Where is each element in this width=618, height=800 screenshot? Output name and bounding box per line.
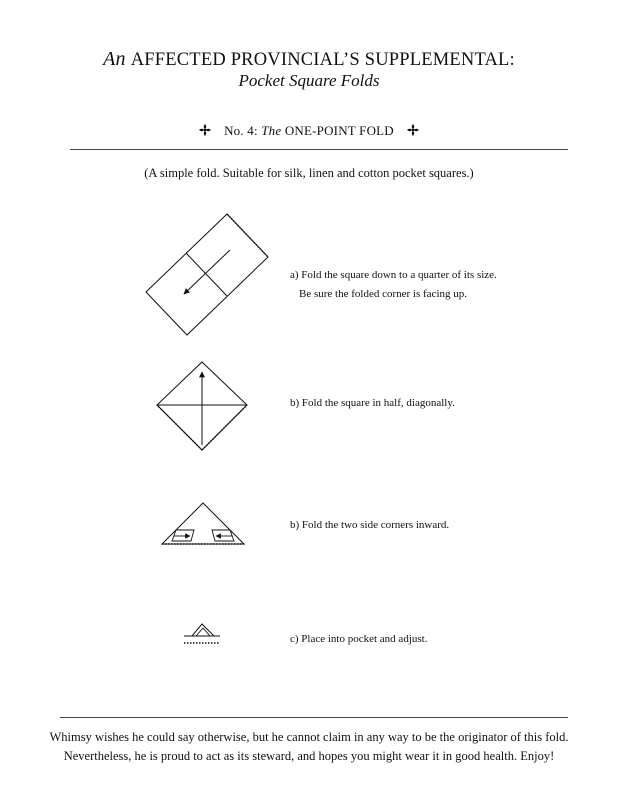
- fold-the-word: The: [261, 123, 282, 138]
- fold-heading: [0, 123, 618, 139]
- step-c-diagram: [158, 500, 248, 548]
- document-subtitle: Pocket Square Folds: [238, 71, 380, 90]
- fleuron-right-icon: [406, 123, 420, 137]
- fold-number: No. 4:: [224, 123, 258, 138]
- bottom-divider: [60, 717, 568, 718]
- footer-note: [30, 728, 588, 766]
- step-b-text: b) Fold the square in half, diagonally.: [290, 397, 455, 409]
- step-c-text: b) Fold the two side corners inward.: [290, 519, 450, 531]
- step-a-text: [290, 266, 497, 304]
- footer-line1: Whimsy wishes he could say otherwise, but he cannot claim in any way to be the originator of this fold.: [49, 730, 569, 744]
- step-a-diagram: [140, 210, 275, 340]
- step-d-text: c) Place into pocket and adjust.: [290, 633, 428, 645]
- step-a-line1: a) Fold the square down to a quarter of its size.: [290, 269, 497, 281]
- arrow-icon: [184, 250, 230, 294]
- step-d-diagram: [180, 620, 225, 650]
- document-title: [0, 48, 618, 71]
- step-b-diagram: [155, 360, 250, 455]
- top-divider: [70, 149, 568, 150]
- step-a-line2: Be sure the folded corner is facing up.: [299, 288, 467, 300]
- fleuron-left-icon: [198, 123, 212, 137]
- fold-name: ONE-POINT FOLD: [284, 123, 394, 138]
- intro-text: (A simple fold. Suitable for silk, linen and cotton pocket squares.): [144, 166, 474, 180]
- title-text: AFFECTED PROVINCIAL’S SUPPLEMENTAL:: [130, 50, 515, 70]
- title-script-word: An: [103, 48, 126, 70]
- footer-line2: Nevertheless, he is proud to act as its steward, and hopes you might wear it in good health. Enjoy!: [63, 749, 555, 763]
